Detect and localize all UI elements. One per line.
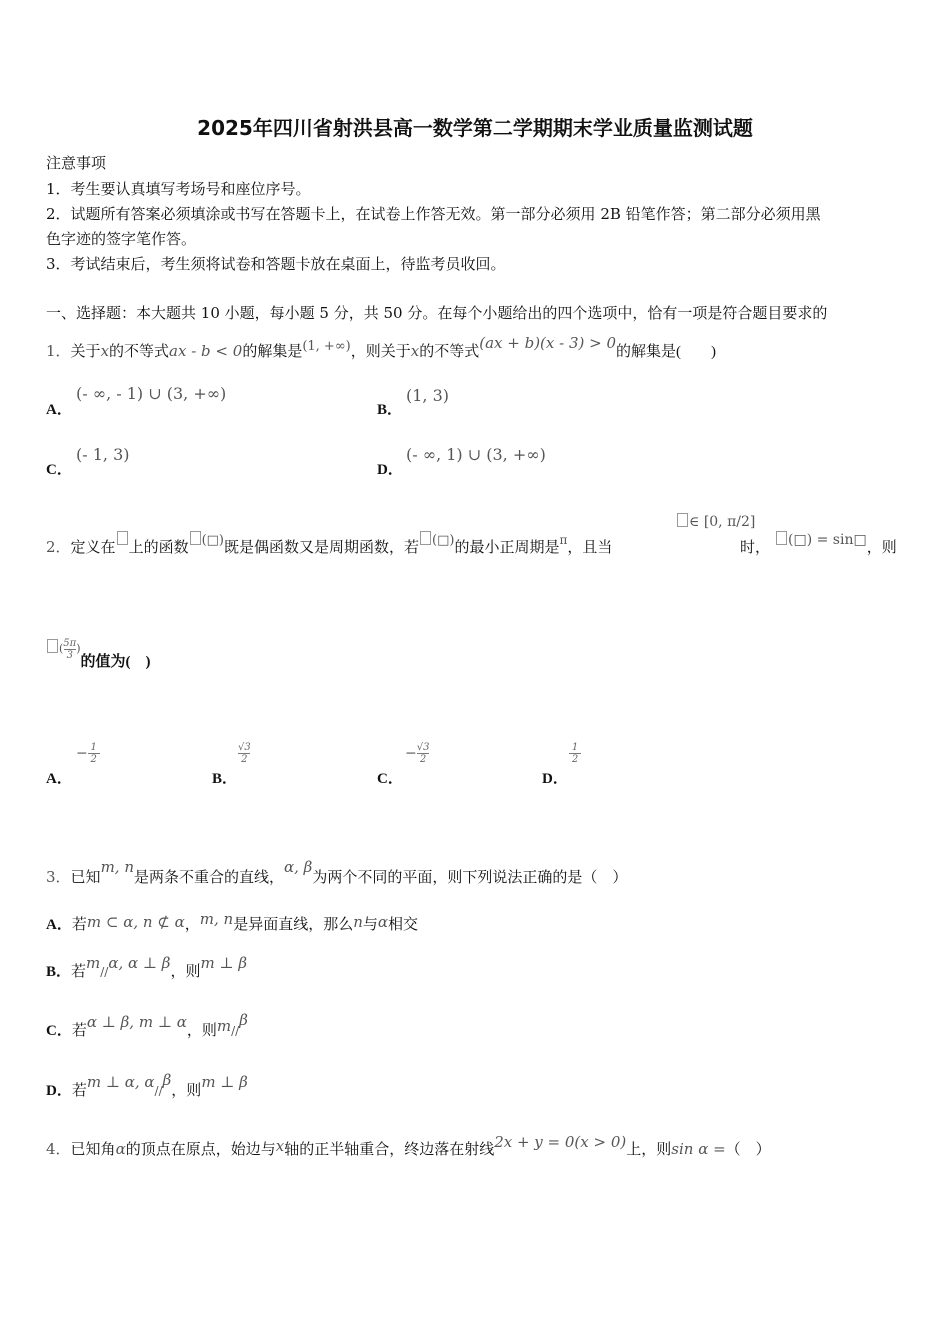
q3-c-parallel: // (231, 1024, 240, 1038)
option-label: D． (46, 1083, 72, 1099)
q1-text: 的解集是( ) (616, 344, 717, 360)
option-label: B． (377, 402, 403, 418)
q3-a-plane: α (377, 913, 389, 931)
q3-d-condition: m ⊥ α, α (86, 1073, 155, 1091)
q4-var-x: x (275, 1137, 285, 1155)
q4-ray: 2x + y = 0(x > 0) (494, 1133, 627, 1151)
q2-option-c-math (405, 742, 429, 765)
q3-number: 3． (46, 868, 71, 886)
option-label: B． (46, 964, 72, 980)
q4-text: 的顶点在原点，始边与 (125, 1140, 276, 1158)
q1-text: 的解集是 (242, 342, 303, 360)
q3-b-text: ，则 (170, 962, 201, 980)
q3-planes: α, β (284, 858, 313, 876)
placeholder-box (47, 639, 58, 653)
q3-b-text: 若 (71, 962, 87, 980)
q3-d-text: ，则 (171, 1081, 202, 1099)
q2-text: ，则 (866, 538, 897, 556)
q2-func-arg: (□) (201, 533, 225, 548)
q1-option-d (377, 458, 403, 479)
notice-item-2: 2．试题所有答案必须填涂或书写在答题卡上，在试卷上作答无效。第一部分必须用 2B 铅笔作答；第二部分必须用黑 (46, 205, 821, 223)
q3-a-text: 是异面直线，那么 (233, 915, 354, 933)
q2-interval-value: ∈ [0, π/2] (689, 514, 756, 530)
q2-line-tail (740, 536, 770, 557)
q2-option-b-math (238, 742, 251, 765)
q1-option-c (46, 458, 72, 479)
option-label: A． (46, 402, 72, 418)
q2-text: 既是偶函数又是周期函数，若 (224, 538, 420, 556)
q3-b-result: m ⊥ β (200, 954, 248, 972)
q3-c-text: 若 (71, 1021, 87, 1039)
option-label: A． (46, 917, 72, 933)
option-label: D． (377, 462, 403, 478)
placeholder-box (117, 531, 128, 545)
q4-sin: sin α = (671, 1140, 726, 1158)
q3-option-a (46, 910, 419, 934)
q3-b-condition: , α ⊥ β (118, 954, 171, 972)
q1-option-c-value: (- 1, 3) (76, 445, 130, 464)
q3-c-condition: α ⊥ β, m ⊥ α (86, 1013, 187, 1031)
frac-denominator: 2 (419, 754, 427, 765)
q2-option-a (46, 767, 72, 788)
q3-a-text: ， (184, 915, 200, 933)
q2-text: 的最小正周期是 (454, 538, 560, 556)
q3-d-text: 若 (71, 1081, 87, 1099)
q3-lines: m, n (100, 858, 134, 876)
q3-a-text: 若 (71, 915, 87, 933)
notice-item-2-cont: 色字迹的签字笔作答。 (46, 230, 197, 248)
q1-option-b (377, 398, 402, 419)
q1-option-b-value: (1, 3) (406, 386, 450, 405)
frac-denominator: 2 (571, 754, 579, 765)
q2-option-a-sign: − (76, 745, 88, 762)
q3-text: 为两个不同的平面，则下列说法正确的是（ ） (312, 868, 628, 886)
frac-numerator: √3 (238, 742, 251, 753)
q1-option-b-math (406, 386, 449, 405)
frac-numerator: 1 (90, 742, 97, 753)
q2-text: 定义在 (70, 538, 116, 556)
q3-option-b (46, 954, 248, 981)
q1-text: 关于 (70, 342, 101, 360)
q1-inequality-2: (ax + b)(x - 3) > 0 (479, 334, 617, 352)
q1-text: 的不等式 (419, 342, 480, 360)
q4-number: 4． (46, 1140, 71, 1158)
q4-text: 轴的正半轴重合，终边落在射线 (284, 1140, 495, 1158)
question-1 (46, 334, 717, 361)
q1-text: 的不等式 (109, 342, 170, 360)
q2-arg-fraction: ( 5π 3 ) (59, 637, 81, 661)
q2-pi: π (559, 533, 568, 547)
q3-option-d (46, 1071, 248, 1100)
q3-a-text: 相交 (388, 915, 419, 933)
option-label: C． (46, 1023, 72, 1039)
page-title: 2025年四川省射洪县高一数学第二学期期末学业质量监测试题 (197, 116, 753, 140)
q2-option-b (212, 767, 237, 788)
q3-b-plane: α (108, 954, 119, 972)
q2-text: 上的函数 (128, 538, 189, 556)
q4-angle: α (115, 1140, 126, 1158)
frac-denominator: 2 (241, 754, 248, 765)
q1-option-c-math (76, 445, 130, 464)
notice-heading: 注意事项 (46, 154, 107, 172)
q3-d-parallel: // (154, 1084, 163, 1098)
q2-option-c-sign: − (405, 745, 417, 762)
q2-interval (676, 512, 755, 530)
q2-text: 时， (740, 538, 771, 556)
q4-text: （ ） (725, 1140, 771, 1158)
frac-numerator: √3 (416, 742, 430, 753)
option-label: C． (46, 462, 72, 478)
q1-text: ，则关于 (350, 342, 411, 360)
q1-var-x: x (410, 342, 420, 360)
q3-d-plane: β (162, 1071, 172, 1089)
section-heading: 一、选择题：本大题共 10 小题，每小题 5 分，共 50 分。在每个小题给出的四个选项中，恰有一项是符合题目要求的 (46, 304, 828, 322)
q3-b-line: m (86, 954, 101, 972)
q1-inequality-1: ax - b < 0 (169, 342, 243, 360)
placeholder-box (190, 531, 201, 545)
option-label: D． (542, 771, 568, 787)
q1-option-a (46, 398, 72, 419)
q3-option-c (46, 1011, 248, 1040)
q2-option-d (542, 767, 568, 788)
q3-a-line-n: n (353, 913, 363, 931)
question-4 (46, 1133, 771, 1159)
question-3 (46, 858, 628, 887)
notice-item-3: 3．考试结束后，考生须将试卷和答题卡放在桌面上，待监考员收回。 (46, 255, 506, 273)
q1-option-d-math (406, 445, 546, 464)
q2-option-c (377, 767, 403, 788)
placeholder-box (677, 513, 688, 527)
q1-option-a-value: (- ∞, - 1) ∪ (3, +∞) (76, 384, 227, 403)
frac-denominator: 3 (66, 649, 73, 661)
q3-d-result: m ⊥ β (201, 1073, 248, 1091)
q2-option-a-math (76, 742, 100, 765)
q2-text: 的值为( ) (80, 654, 151, 670)
q3-a-lines: m, n (199, 910, 234, 928)
q3-c-text: ，则 (186, 1021, 217, 1039)
q3-b-parallel: // (100, 965, 109, 979)
q3-a-condition: m ⊂ α, n ⊄ α (86, 913, 185, 931)
frac-denominator: 2 (90, 754, 97, 765)
q1-option-a-math (76, 384, 226, 403)
q3-text: 是两条不重合的直线， (133, 868, 284, 886)
q4-text: 上，则 (626, 1140, 672, 1158)
q2-expression (775, 528, 897, 556)
option-label: A． (46, 771, 72, 787)
notice-item-1: 1．考生要认真填写考场号和座位序号。 (46, 180, 311, 198)
question-2 (46, 533, 613, 557)
q2-text: ，且当 (567, 538, 613, 556)
q4-text: 已知角 (70, 1140, 116, 1158)
frac-numerator: 1 (571, 742, 579, 753)
option-label: C． (377, 771, 403, 787)
q1-solution-set: (1, +∞) (302, 339, 351, 354)
q1-option-d-value: (- ∞, 1) ∪ (3, +∞) (406, 445, 546, 464)
q3-text: 已知 (70, 868, 101, 886)
q2-option-d-math (569, 742, 581, 765)
option-label: B． (212, 771, 238, 787)
frac-numerator: 5π (63, 637, 77, 649)
q1-number: 1． (46, 342, 71, 360)
q3-a-text: 与 (362, 915, 378, 933)
q2-func-arg: (□) (432, 533, 455, 548)
q3-c-plane: β (239, 1011, 248, 1029)
placeholder-box (420, 531, 431, 545)
q2-number: 2． (46, 538, 71, 556)
q1-var-x: x (100, 342, 110, 360)
q2-expression-value: (□) = sin□ (788, 532, 867, 548)
placeholder-box (776, 531, 787, 545)
q3-c-line: m (216, 1017, 232, 1035)
